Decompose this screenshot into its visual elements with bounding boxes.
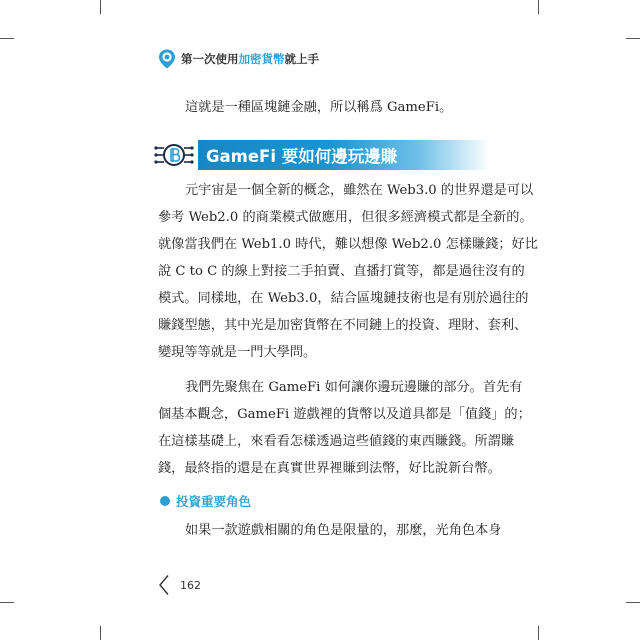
page-footer (158, 574, 201, 596)
subheading (160, 492, 251, 510)
body-paragraph (158, 374, 531, 482)
section-title-bar (198, 140, 490, 170)
crop-mark (538, 0, 539, 14)
body-paragraph-line: 如果一款遊戲相關的角色是限量的，那麼，光角色本身 (185, 523, 502, 538)
crop-mark (0, 38, 14, 39)
crop-mark (538, 626, 539, 640)
crop-mark (0, 602, 14, 603)
crop-mark (100, 0, 101, 14)
running-head-title: 第一次使用加密貨幣就上手 (181, 52, 319, 66)
section-title: GameFi 要如何邊玩邊賺 (206, 147, 398, 166)
chevron-left-icon (158, 574, 170, 596)
text-line: 我們先聚焦在 GameFi 如何讓你邊玩邊賺的部分。首先有 (185, 380, 523, 395)
running-head (157, 48, 319, 70)
subheading-text: 投資重要角色 (176, 494, 252, 509)
bitcoin-circuit-icon (154, 139, 194, 171)
page-number: 162 (180, 578, 201, 592)
text-line: 元宇宙是一個全新的概念，雖然在 Web3.0 的世界還是可以 (185, 183, 534, 198)
text-line: 參考 Web2.0 的商業模式做應用，但很多經濟模式都是全新的。 (158, 210, 533, 225)
intro-line: 這就是一種區塊鏈金融，所以稱爲 GameFi。 (185, 100, 453, 115)
text-line: 就像當我們在 Web1.0 時代，難以想像 Web2.0 怎樣賺錢；好比 (158, 237, 538, 252)
text-line: 說 C to C 的線上對接二手拍賣、直播打賞等，都是過往沒有的 (158, 264, 525, 279)
bullet-dot-icon (160, 496, 170, 506)
crop-mark (100, 626, 101, 640)
text-line: 在這樣基礎上，來看看怎樣透過這些値錢的東西賺錢。所謂賺 (158, 434, 515, 449)
text-line: 個基本觀念，GameFi 遊戲裡的貨幣以及道具都是「值錢」的； (158, 407, 531, 422)
body-paragraph (158, 177, 538, 366)
section-heading (154, 139, 490, 171)
text-line: 模式。同樣地，在 Web3.0，結合區塊鏈技術也是有別於過往的 (158, 291, 529, 306)
text-line: 賺錢型態，其中光是加密貨幣在不同鏈上的投資、理財、套利、 (158, 318, 528, 333)
location-pin-icon (157, 48, 177, 70)
text-line: 變現等等就是一門大學問。 (158, 345, 317, 360)
crop-mark (626, 602, 640, 603)
text-line: 錢，最終指的還是在真實世界裡賺到法幣，好比說新台幣。 (158, 461, 501, 476)
crop-mark (626, 38, 640, 39)
